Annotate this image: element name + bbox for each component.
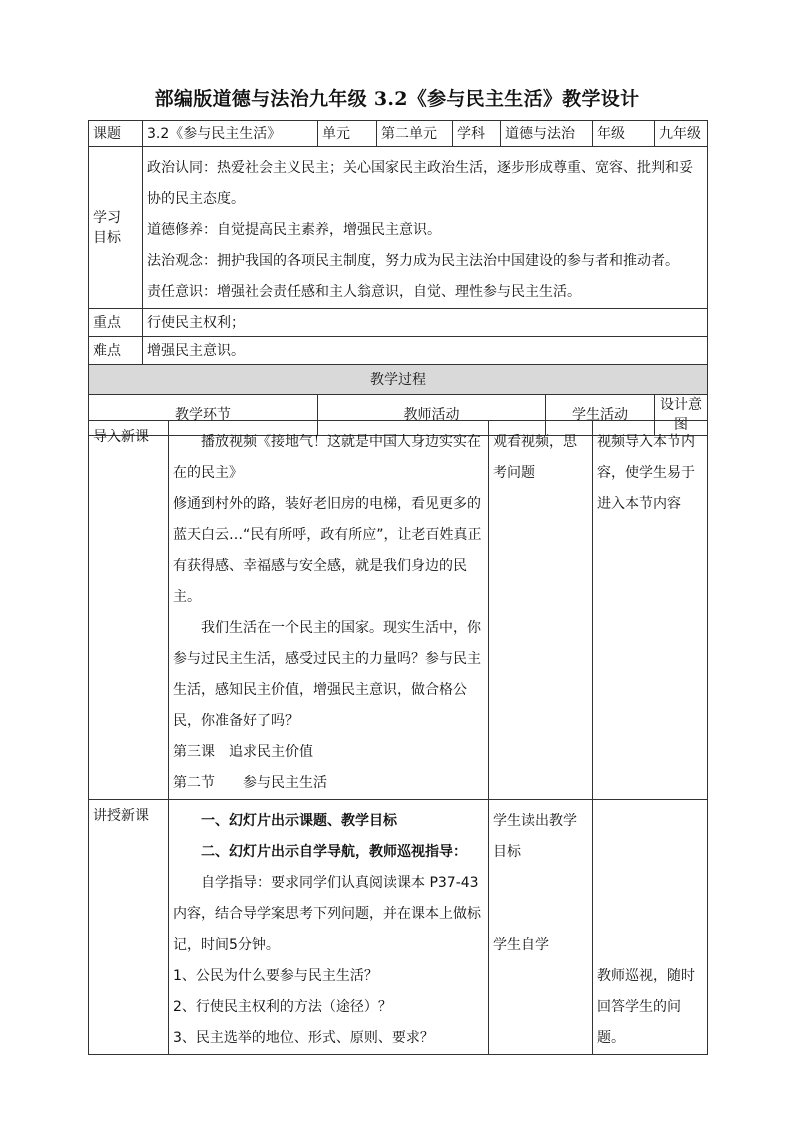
lecture-row [89, 800, 708, 1055]
lecture-student-2: 学生自学 [493, 937, 549, 953]
goals-row [89, 147, 708, 309]
lecture-q3: 3、民主选举的地位、形式、原则、要求？ [173, 1030, 434, 1046]
process-header: 教学过程 [89, 365, 708, 395]
lecture-stage: 讲授新课 [89, 800, 169, 1055]
intro-teacher [169, 421, 489, 800]
unit-label: 单元 [318, 121, 377, 147]
lecture-student [489, 800, 593, 1055]
col-stage: 教学环节 [89, 395, 318, 436]
difficulty-label: 难点 [89, 337, 143, 365]
intro-story: 修通到村外的路，装好老旧房的电梯，看见更多的蓝天白云…“民有所呼，政有所应”，让老百姓真正有获得感、幸福感与安全感，就是我们身边的民主。 [173, 496, 482, 605]
lecture-q1: 1、公民为什么要参与民主生活？ [173, 968, 378, 984]
key-point-value: 行使民主权利； [143, 309, 708, 337]
goal-political: 政治认同：热爱社会主义民主；关心国家民主政治生活，逐步形成尊重、宽容、批判和妥协的民主态度。 [147, 160, 693, 207]
goal-legal: 法治观念：拥护我国的各项民主制度，努力成为民主法治中国建设的参与者和推动者。 [147, 253, 679, 269]
difficulty-row [89, 337, 708, 365]
lecture-step-2: 二、幻灯片出示自学导航，教师巡视指导： [201, 844, 467, 860]
intro-intent: 视频导入本节内容，使学生易于进入本节内容 [593, 421, 708, 800]
lecture-q2: 2、行使民主权利的方法（途径）？ [173, 999, 392, 1015]
goal-moral: 道德修养：自觉提高民主素养，增强民主意识。 [147, 222, 441, 238]
lecture-student-1: 学生读出教学目标 [493, 813, 577, 860]
col-teacher: 教师活动 [318, 395, 546, 436]
intro-question: 我们生活在一个民主的国家。现实生活中，你参与过民主生活，感受过民主的力量吗？参与民主生活，感知民主价值，增强民主意识，做合格公民，你准备好了吗？ [173, 620, 481, 729]
intro-section: 第二节 参与民主生活 [173, 775, 327, 791]
grade-value: 九年级 [655, 121, 708, 147]
course-value: 3.2《参与民主生活》 [143, 121, 318, 147]
lecture-step-1: 一、幻灯片出示课题、教学目标 [201, 813, 397, 829]
key-point-row [89, 309, 708, 337]
intro-lesson: 第三课 追求民主价值 [173, 744, 313, 760]
intro-row [89, 421, 708, 800]
process-table [88, 420, 708, 1055]
lecture-intent-text: 教师巡视，随时回答学生的问题。 [597, 968, 695, 1046]
grade-label: 年级 [593, 121, 655, 147]
process-header-row [89, 365, 708, 395]
col-student: 学生活动 [546, 395, 655, 436]
col-intent: 设计意图 [655, 395, 708, 436]
intro-student: 观看视频，思考问题 [489, 421, 593, 800]
lecture-intent [593, 800, 708, 1055]
subject-label: 学科 [453, 121, 501, 147]
key-point-label: 重点 [89, 309, 143, 337]
lecture-teacher [169, 800, 489, 1055]
subject-value: 道德与法治 [501, 121, 593, 147]
intro-stage: 导入新课 [89, 421, 169, 800]
lesson-plan-table [88, 120, 708, 436]
lecture-guide: 自学指导：要求同学们认真阅读课本 P37-43内容，结合导学案思考下列问题，并在课本上做标记，时间5分钟。 [173, 875, 481, 953]
intro-video-line: 播放视频《接地气！这就是中国人身边实实在在的民主》 [173, 434, 481, 481]
goals-label: 学习 目标 [89, 147, 143, 309]
goal-responsibility: 责任意识：增强社会责任感和主人翁意识，自觉、理性参与民主生活。 [147, 284, 581, 300]
unit-value: 第二单元 [377, 121, 453, 147]
course-label: 课题 [89, 121, 143, 147]
goals-content [143, 147, 708, 309]
difficulty-value: 增强民主意识。 [143, 337, 708, 365]
header-row [89, 121, 708, 147]
page-title: 部编版道德与法治九年级 3.2《参与民主生活》教学设计 [154, 88, 640, 110]
